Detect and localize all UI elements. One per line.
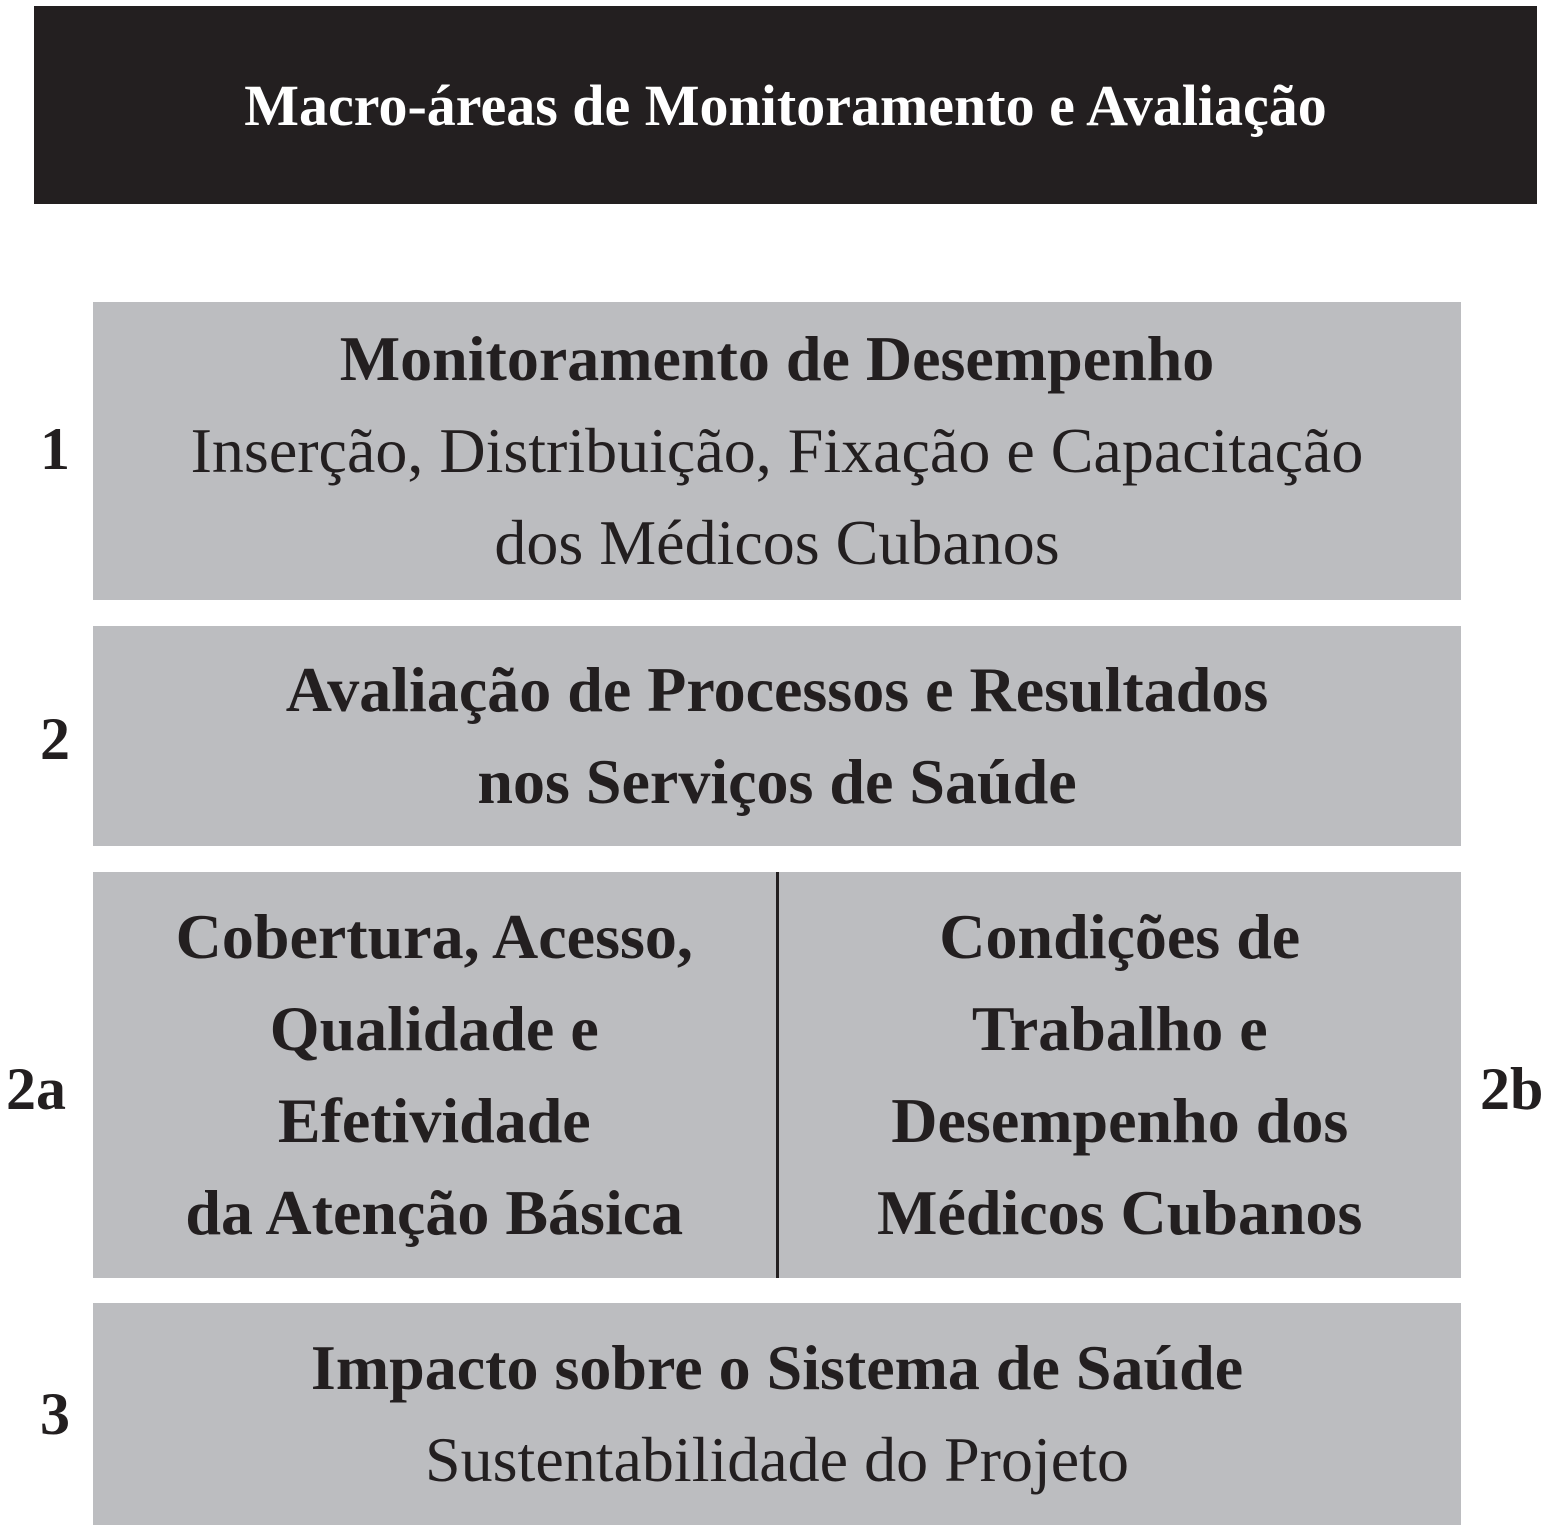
- area-2a-line: Qualidade e: [269, 993, 599, 1064]
- area-box-2-split: [93, 872, 1461, 1278]
- area-3-title: Impacto sobre o Sistema de Saúde: [310, 1332, 1244, 1403]
- area-number-1: 1: [40, 416, 70, 482]
- area-2b-line: Condições de: [939, 901, 1301, 972]
- area-box-3: [93, 1303, 1461, 1525]
- area-1-title: Monitoramento de Desempenho: [339, 323, 1215, 394]
- area-2-title-line: nos Serviços de Saúde: [477, 746, 1077, 817]
- area-2a-line: da Atenção Básica: [185, 1177, 684, 1248]
- area-2b-line: Desempenho dos: [891, 1085, 1349, 1156]
- diagram-title: Macro-áreas de Monitoramento e Avaliação: [34, 6, 1537, 204]
- area-2a-line: Efetividade: [277, 1085, 591, 1156]
- area-2a-panel: [93, 872, 776, 1278]
- area-2b-line: Trabalho e: [971, 993, 1268, 1064]
- area-number-2: 2: [40, 706, 70, 772]
- area-number-2b: 2b: [1480, 1056, 1544, 1122]
- area-1-line: Inserção, Distribuição, Fixação e Capacitação: [190, 415, 1364, 486]
- area-2b-panel: [779, 872, 1462, 1278]
- area-number-2a: 2a: [6, 1056, 66, 1122]
- area-number-3: 3: [40, 1381, 70, 1447]
- area-3-line: Sustentabilidade do Projeto: [425, 1424, 1129, 1495]
- area-2b-line: Médicos Cubanos: [877, 1177, 1363, 1248]
- area-box-2: [93, 626, 1461, 846]
- area-2-title-line: Avaliação de Processos e Resultados: [285, 654, 1269, 725]
- area-1-line: dos Médicos Cubanos: [494, 507, 1060, 578]
- area-box-1: [93, 302, 1461, 600]
- area-2a-line: Cobertura, Acesso,: [175, 901, 693, 972]
